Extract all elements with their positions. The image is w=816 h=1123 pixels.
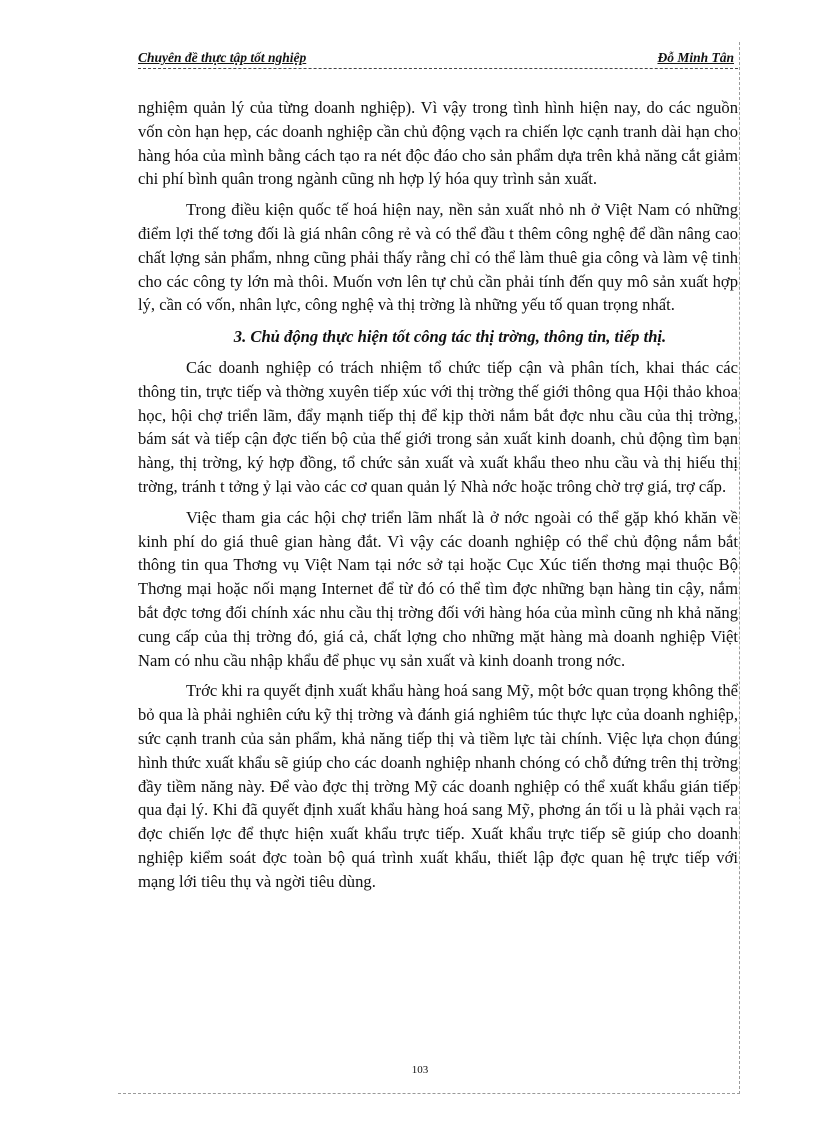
- page-number: 103: [411, 1064, 429, 1076]
- paragraph: Việc tham gia các hội chợ triển lãm nhất là ở nớc ngoài có thể gặp khó khăn về kinh phí do giá thuê gian hàng đắt. Vì vậy các doanh nghiệp có thể chủ động nắm bắt thông tin qua Thơng vụ Việt Nam tại nớc sở tại hoặc Cục Xúc tiến thơng mại thuộc Bộ Thơng mại hoặc nối mạng Internet để từ đó có thể tìm đợc những bạn hàng tin cậy, nắm bắt đợc tơng đối chính xác nhu cầu thị trờng đối với hàng hóa của mình cũng nh khả năng cung cấp của thị trờng đó, giá cả, chất lợng cho những mặt hàng mà doanh nghiệp Việt Nam có nhu cầu nhập khẩu để phục vụ sản xuất và kinh doanh trong nớc.: [138, 507, 738, 670]
- header-title: Chuyên đề thực tập tốt nghiệp: [138, 50, 307, 65]
- header-author: Đỗ Minh Tân: [657, 50, 734, 65]
- paragraph-continuation: nghiệm quản lý của từng doanh nghiệp). Vì vậy trong tình hình hiện nay, do các nguồn vốn còn hạn hẹp, các doanh nghiệp cần chủ động vạch ra chiến lợc cạnh tranh dài hạn cho hàng hóa của mình bằng cách tạo ra nét độc đáo cho sản phẩm dựa trên khả năng cắt giảm chi phí bình quân trong ngành cũng nh hợp lý hóa quy trình sản xuất.: [138, 98, 738, 189]
- section-heading: 3. Chủ động thực hiện tốt công tác thị trờng, thông tin, tiếp thị.: [233, 327, 667, 347]
- page-header: [138, 48, 738, 69]
- document-body: [138, 96, 738, 894]
- paragraph: Trong điều kiện quốc tế hoá hiện nay, nền sản xuất nhỏ nh ở Việt Nam có những điểm lợi thế tơng đối là giá nhân công rẻ và có thể đầu t thêm công nghệ để dần nâng cao chất lợng sản phẩm, nhng cũng phải thấy rằng chỉ có thể làm thuê gia công và làm vệ tinh cho các công ty lớn mà thôi. Muốn vơn lên tự chủ cần phải tính đến quy mô sản xuất hợp lý, cần có vốn, nhân lực, công nghệ và thị trờng là những yếu tố quan trọng nhất.: [138, 200, 738, 315]
- paragraph: Trớc khi ra quyết định xuất khẩu hàng hoá sang Mỹ, một bớc quan trọng không thể bỏ qua là phải nghiên cứu kỹ thị trờng và đánh giá nghiêm túc thực lực của doanh nghiệp, sức cạnh tranh của sản phẩm, khả năng tiếp thị và tiềm lực tài chính. Việc lựa chọn đúng hình thức xuất khẩu sẽ giúp cho các doanh nghiệp nhanh chóng có chỗ đứng trên thị trờng đầy tiềm năng này. Để vào đợc thị trờng Mỹ các doanh nghiệp có thể xuất khẩu gián tiếp qua đại lý. Khi đã quyết định xuất khẩu hàng hoá sang Mỹ, phơng án tối u là phải vạch ra đợc chiến lợc để thực hiện xuất khẩu trực tiếp. Xuất khẩu trực tiếp sẽ giúp cho doanh nghiệp kiểm soát đợc toàn bộ quá trình xuất khẩu, thiết lập đợc quan hệ trực tiếp với mạng lới tiêu thụ và ngời tiêu dùng.: [138, 681, 739, 891]
- paragraph: Các doanh nghiệp có trách nhiệm tổ chức tiếp cận và phân tích, khai thác các thông tin, trực tiếp và thờng xuyên tiếp xúc với thị trờng thế giới thông qua Hội thảo khoa học, hội chợ triển lãm, đẩy mạnh tiếp thị để kịp thời nắm bắt đợc nhu cầu của thị trờng, bám sát và tiếp cận đợc tiến bộ của thế giới trong sản xuất kinh doanh, chủ động tìm bạn hàng, thị trờng, ký hợp đồng, tổ chức sản xuất và xuất khẩu theo nhu cầu và thị hiếu thị trờng, tránh t tởng ỷ lại vào các cơ quan quản lý Nhà nớc hoặc trông chờ trợ giá, trợ cấp.: [138, 357, 738, 496]
